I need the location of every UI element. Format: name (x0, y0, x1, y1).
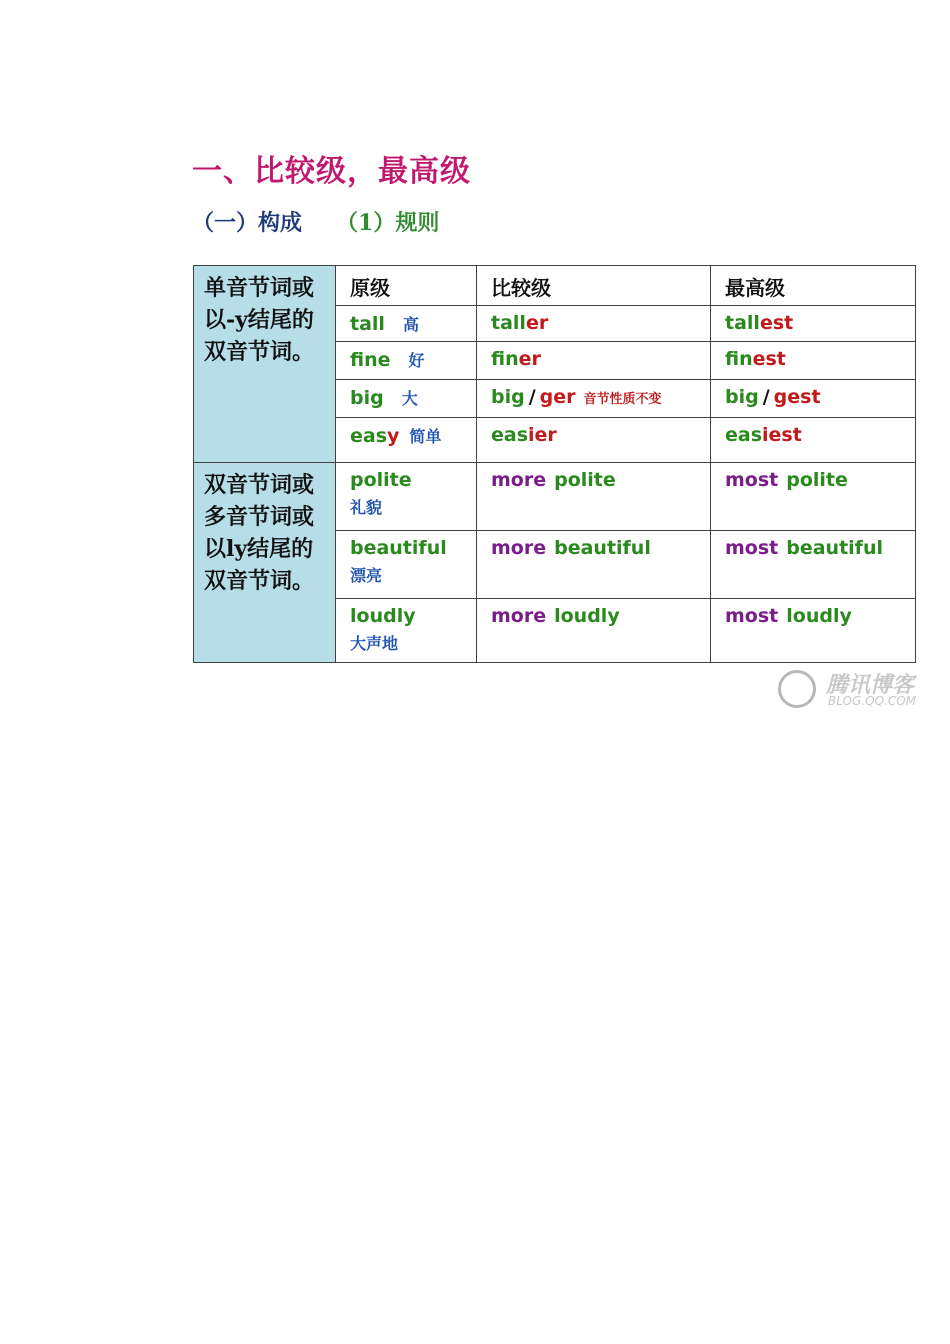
comparative-cell: more loudly (477, 599, 711, 663)
superlative-cell: tallest (711, 306, 916, 342)
positive-cell: fine 好 (336, 342, 477, 380)
comparative-cell: more polite (477, 463, 711, 531)
comparative-cell: big / ger 音节性质不变 (477, 380, 711, 418)
positive-cell: easy 简单 (336, 418, 477, 463)
positive-cell: polite 礼貌 (336, 463, 477, 531)
positive-cell: tall 高 (336, 306, 477, 342)
subtitle-part1: （一）构成 (192, 210, 303, 236)
superlative-cell: finest (711, 342, 916, 380)
header-superlative: 最高级 (711, 266, 916, 306)
watermark-text: 腾讯博客 (826, 673, 915, 698)
superlative-cell: easiest (711, 418, 916, 463)
positive-cell: beautiful 漂亮 (336, 531, 477, 599)
subtitle-part2: （1）规则 (336, 210, 440, 236)
comparison-table (193, 265, 916, 663)
superlative-cell: most polite (711, 463, 916, 531)
header-positive: 原级 (336, 266, 477, 306)
comparative-cell: taller (477, 306, 711, 342)
comparative-cell: finer (477, 342, 711, 380)
watermark-logo (778, 668, 930, 712)
category-polysyllabic: 双音节词或多音节词或以ly结尾的双音节词。 (194, 463, 336, 663)
watermark-url: BLOG.QQ.COM (828, 694, 916, 708)
comparative-cell: easier (477, 418, 711, 463)
section-subtitle (192, 206, 439, 237)
qq-logo-icon (778, 670, 816, 708)
category-monosyllabic: 单音节词或以-y结尾的双音节词。 (194, 266, 336, 463)
header-comparative: 比较级 (477, 266, 711, 306)
positive-cell: big 大 (336, 380, 477, 418)
table-row (194, 463, 916, 531)
superlative-cell: most loudly (711, 599, 916, 663)
positive-cell: loudly 大声地 (336, 599, 477, 663)
superlative-cell: most beautiful (711, 531, 916, 599)
syllable-note: 音节性质不变 (583, 392, 662, 407)
page-title: 一、比较级，最高级 (192, 154, 471, 189)
superlative-cell: big / gest (711, 380, 916, 418)
comparative-cell: more beautiful (477, 531, 711, 599)
